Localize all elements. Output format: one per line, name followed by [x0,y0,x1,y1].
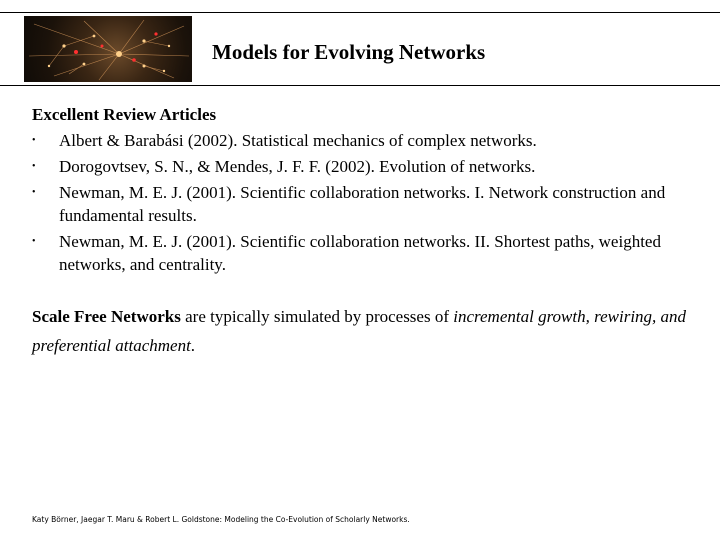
bullet-icon: • [32,187,36,198]
reference-text: Newman, M. E. J. (2001). Scientific collaboration networks. I. Network construction and fundamental results. [59,183,666,225]
bullet-icon: • [32,236,36,247]
list-item [32,129,702,152]
scale-free-term: Scale Free Networks [32,307,181,326]
scale-free-end: . [190,336,196,355]
network-banner-image [24,16,192,82]
reference-text: Newman, M. E. J. (2001). Scientific collaboration networks. II. Shortest paths, weighted networks, and centrality. [59,232,661,274]
list-item [32,155,702,178]
list-item [32,230,702,276]
list-item [32,181,702,227]
slide-content [32,104,702,377]
top-rule [0,12,720,13]
reference-text: Albert & Barabási (2002). Statistical mechanics of complex networks. [59,131,537,150]
bullet-icon: • [32,135,36,146]
bullet-icon: • [32,161,36,172]
scale-free-processes: incremental growth, rewiring, and preferential attachment [32,307,687,355]
review-heading: Excellent Review Articles [32,105,217,124]
review-article-list [32,129,702,276]
scale-free-middle: are typically simulated by processes of [180,307,454,326]
header-rule [0,85,720,86]
slide-title: Models for Evolving Networks [212,40,486,64]
scale-free-paragraph [32,302,697,360]
reference-text: Dorogovtsev, S. N., & Mendes, J. F. F. (2002). Evolution of networks. [59,157,536,176]
footer-credit: Katy Börner, Jaegar T. Maru & Robert L. Goldstone: Modeling the Co-Evolution of Scholarly Networks. [32,515,410,524]
